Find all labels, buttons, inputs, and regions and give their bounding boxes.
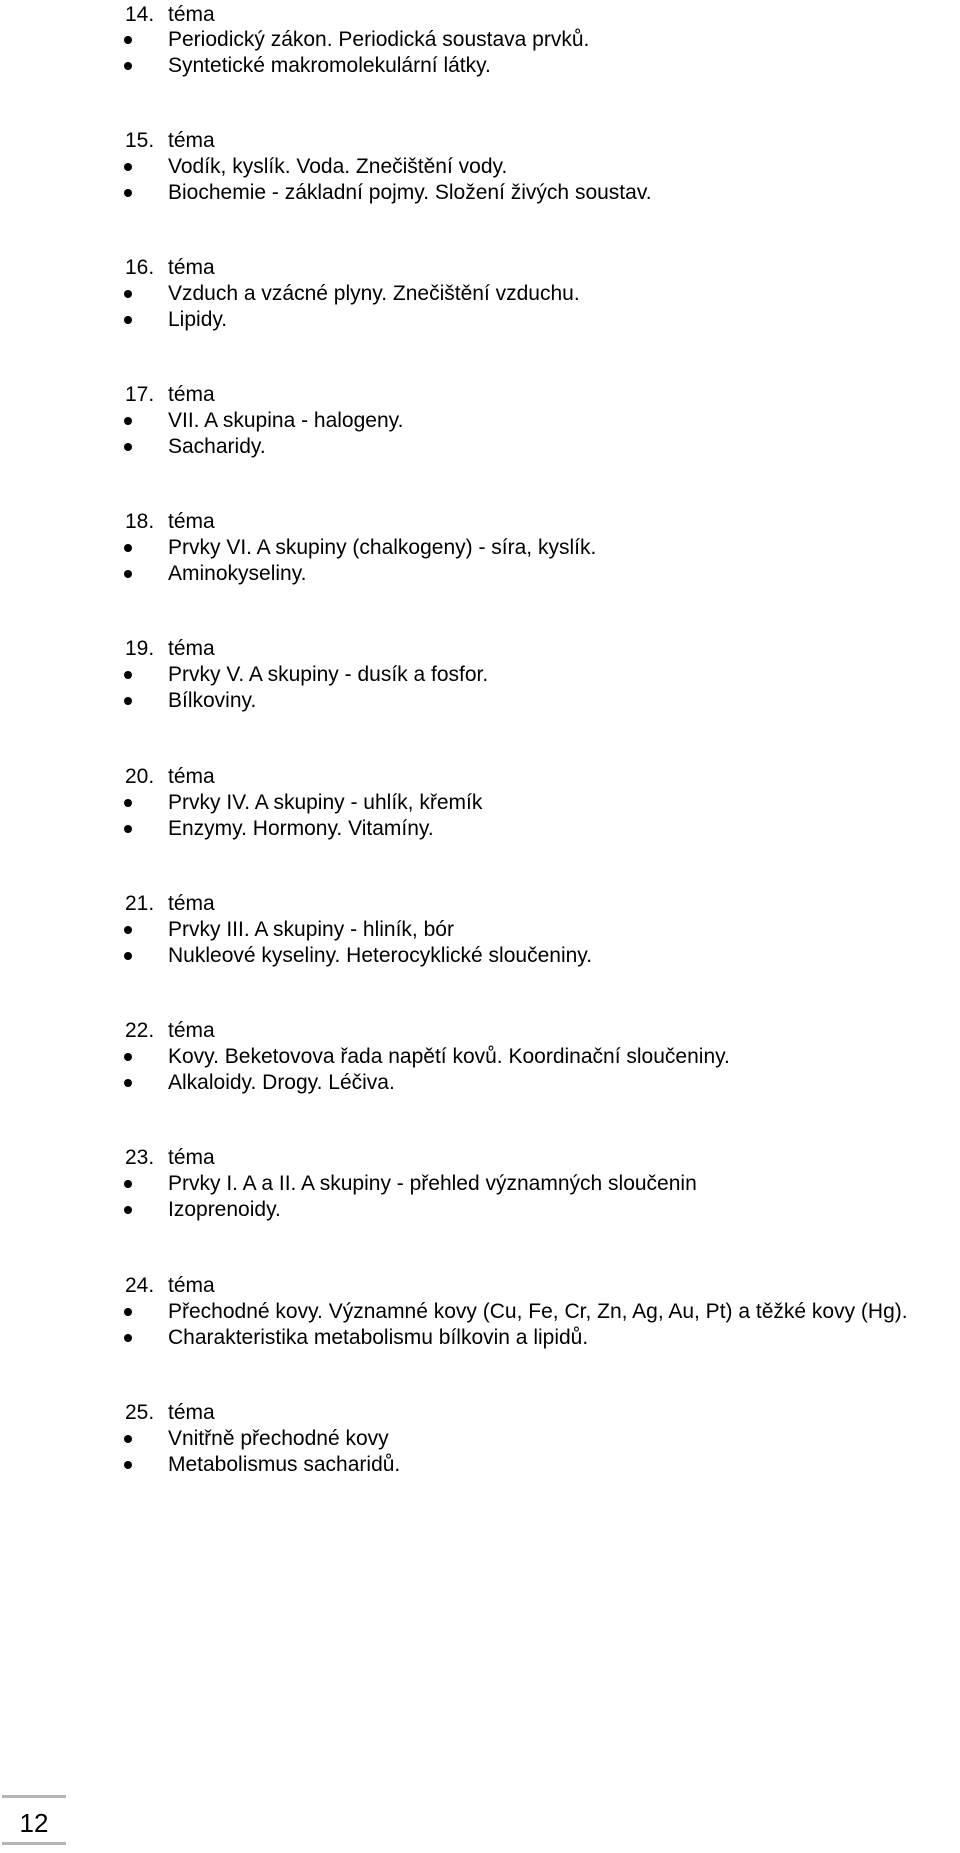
list-item	[0, 305, 960, 335]
page-number: 12	[19, 1808, 49, 1838]
bullet-icon	[124, 1435, 132, 1443]
bullet-icon	[124, 163, 132, 171]
list-item-text: Kovy. Beketovova řada napětí kovů. Koordinační sloučeniny.	[168, 1045, 730, 1068]
list-item	[0, 814, 960, 844]
list-item-text: Prvky VI. A skupiny (chalkogeny) - síra, kyslík.	[168, 536, 597, 559]
topic-number: 25.	[125, 1401, 155, 1424]
list-item-text: Vnitřně přechodné kovy	[168, 1427, 389, 1450]
list-item	[0, 1323, 960, 1353]
page-number-footer	[0, 1795, 68, 1847]
topic-label: téma	[168, 1274, 215, 1297]
topic-number: 24.	[125, 1274, 155, 1297]
topic-label: téma	[168, 1019, 215, 1042]
list-item-text: Vodík, kyslík. Voda. Znečištění vody.	[168, 155, 508, 178]
topic-label: téma	[168, 892, 215, 915]
bullet-icon	[124, 952, 132, 960]
list-item-text: Lipidy.	[168, 308, 228, 331]
list-item-text: Periodický zákon. Periodická soustava prvků.	[168, 28, 590, 51]
bullet-icon	[124, 544, 132, 552]
topic-number: 22.	[125, 1019, 155, 1042]
bullet-icon	[124, 62, 132, 70]
topic-label: téma	[168, 256, 215, 279]
topic-label: téma	[168, 637, 215, 660]
list-item-text: VII. A skupina - halogeny.	[168, 409, 404, 432]
bullet-icon	[124, 799, 132, 807]
bullet-icon	[124, 1308, 132, 1316]
topic-number: 16.	[125, 256, 155, 279]
list-item	[0, 686, 960, 716]
list-item	[0, 178, 960, 208]
bullet-icon	[124, 443, 132, 451]
topic-label: téma	[168, 765, 215, 788]
bullet-icon	[124, 697, 132, 705]
list-item	[0, 432, 960, 462]
list-item-text: Charakteristika metabolismu bílkovin a lipidů.	[168, 1326, 589, 1349]
topic-number: 14.	[125, 3, 155, 26]
topic-label: téma	[168, 129, 215, 152]
bullet-icon	[124, 1461, 132, 1469]
list-item	[0, 1195, 960, 1225]
topic-number: 23.	[125, 1146, 155, 1169]
list-item-text: Prvky I. A a II. A skupiny - přehled významných sloučenin	[168, 1172, 697, 1195]
topic-number: 19.	[125, 637, 155, 660]
bullet-icon	[124, 1053, 132, 1061]
topic-label: téma	[168, 3, 215, 26]
topic-label: téma	[168, 1146, 215, 1169]
list-item-text: Biochemie - základní pojmy. Složení živých soustav.	[168, 181, 652, 204]
topic-number: 17.	[125, 383, 155, 406]
topic-number: 21.	[125, 892, 155, 915]
list-item	[0, 1450, 960, 1480]
list-item	[0, 941, 960, 971]
footer-rule-bottom	[2, 1842, 66, 1845]
list-item-text: Enzymy. Hormony. Vitamíny.	[168, 817, 434, 840]
topic-label: téma	[168, 1401, 215, 1424]
list-item-text: Izoprenoidy.	[168, 1198, 281, 1221]
list-item-text: Sacharidy.	[168, 435, 266, 458]
bullet-icon	[124, 417, 132, 425]
list-item	[0, 51, 960, 81]
bullet-icon	[124, 1334, 132, 1342]
list-item-text: Vzduch a vzácné plyny. Znečištění vzduchu.	[168, 282, 580, 305]
list-item-text: Prvky III. A skupiny - hliník, bór	[168, 918, 454, 941]
bullet-icon	[124, 290, 132, 298]
topic-number: 18.	[125, 510, 155, 533]
list-item-text: Prvky IV. A skupiny - uhlík, křemík	[168, 791, 483, 814]
topic-label: téma	[168, 510, 215, 533]
list-item-text: Přechodné kovy. Významné kovy (Cu, Fe, Cr, Zn, Ag, Au, Pt) a těžké kovy (Hg).	[168, 1300, 908, 1323]
list-item-text: Aminokyseliny.	[168, 562, 307, 585]
bullet-icon	[124, 825, 132, 833]
footer-rule-top	[2, 1795, 66, 1798]
bullet-icon	[124, 570, 132, 578]
list-item-text: Syntetické makromolekulární látky.	[168, 54, 491, 77]
bullet-icon	[124, 1180, 132, 1188]
bullet-icon	[124, 36, 132, 44]
topic-number: 15.	[125, 129, 155, 152]
list-item-text: Nukleové kyseliny. Heterocyklické sloučeniny.	[168, 944, 593, 967]
list-item-text: Metabolismus sacharidů.	[168, 1453, 401, 1476]
bullet-icon	[124, 1079, 132, 1087]
list-item	[0, 559, 960, 589]
bullet-icon	[124, 1206, 132, 1214]
list-item-text: Alkaloidy. Drogy. Léčiva.	[168, 1071, 395, 1094]
topic-number: 20.	[125, 765, 155, 788]
bullet-icon	[124, 926, 132, 934]
list-item-text: Prvky V. A skupiny - dusík a fosfor.	[168, 663, 489, 686]
topic-label: téma	[168, 383, 215, 406]
bullet-icon	[124, 671, 132, 679]
bullet-icon	[124, 316, 132, 324]
list-item-text: Bílkoviny.	[168, 689, 257, 712]
list-item	[0, 1068, 960, 1098]
bullet-icon	[124, 189, 132, 197]
